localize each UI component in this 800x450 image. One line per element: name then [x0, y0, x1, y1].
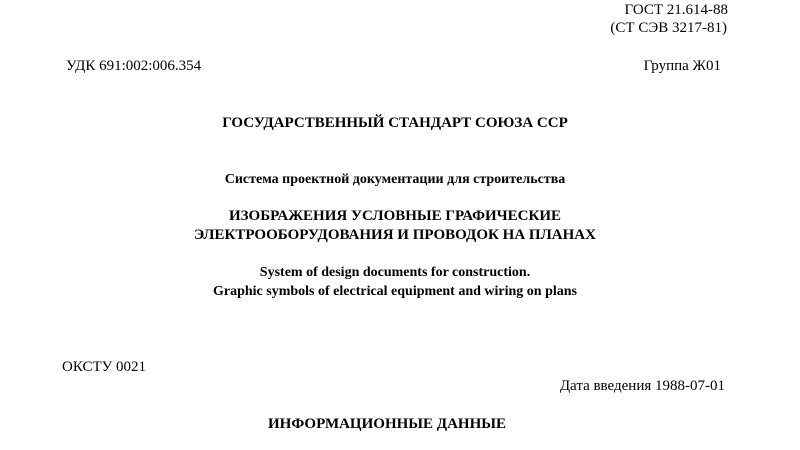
document-title-line1: ИЗОБРАЖЕНИЯ УСЛОВНЫЕ ГРАФИЧЕСКИЕ [228, 208, 562, 224]
system-title: Система проектной документации для строительства [224, 172, 566, 187]
st-sev-code: (СТ СЭВ 3217-81) [610, 20, 727, 36]
gost-code: ГОСТ 21.614-88 [624, 2, 728, 18]
section-heading: ИНФОРМАЦИОННЫЕ ДАННЫЕ [268, 416, 506, 432]
standard-title: ГОСУДАРСТВЕННЫЙ СТАНДАРТ СОЮЗА ССР [222, 115, 568, 131]
english-title-line2: Graphic symbols of electrical equipment and wiring on plans [212, 284, 578, 299]
okstu-code: ОКСТУ 0021 [62, 359, 147, 375]
english-title-line1: System of design documents for construction. [259, 265, 531, 280]
group-code: Группа Ж01 [643, 58, 721, 74]
document-title-line2: ЭЛЕКТРООБОРУДОВАНИЯ И ПРОВОДОК НА ПЛАНАХ [194, 227, 596, 243]
introduction-date: Дата введения 1988-07-01 [559, 378, 725, 394]
udk-code: УДК 691:002:006.354 [66, 58, 202, 74]
